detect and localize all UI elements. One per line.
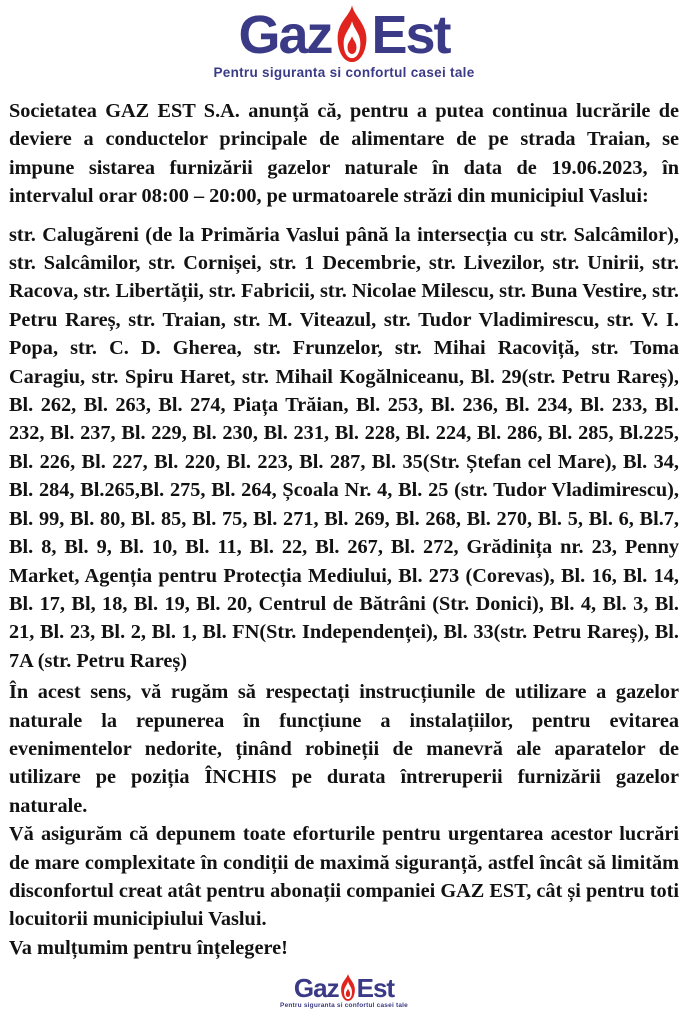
paragraph-intro: Societatea GAZ EST S.A. anunță că, pentru a putea continua lucrările de deviere a conductelor principale de alimentare de pe strada Traian, se impune sistarea furnizării gazelor naturale în data de 19.06.2023, în intervalul orar 08:00 – 20:00, pe urmatoarele străzi din municipiul Vaslui:	[9, 100, 679, 208]
logo-wordmark	[238, 4, 450, 65]
logo-text-gaz: Gaz	[293, 973, 339, 1004]
logo-wordmark	[293, 973, 395, 1004]
logo-text-est: Est	[356, 973, 395, 1004]
flame-icon	[329, 4, 375, 64]
paragraph-street-list: str. Calugăreni (de la Primăria Vaslui până la intersecția cu str. Salcâmilor), str. Salcâmilor, str. Cornișei, str. 1 Decembrie, str. Livezilor, str. Unirii, str. Racova, str. Libertății, str. Fabricii, str. Nicolae Milescu, str. Buna Vestire, str. Petru Rareș, str. Traian, str. M. Viteazul, str. Tudor Vladimirescu, str. V. I. Popa, str. C. D. Gherea, str. Frunzelor, str. Mihai Racoviță, str. Toma Caragiu, str. Spiru Haret, str. Mihail Kogălniceanu, Bl. 29(str. Petru Rareș), Bl. 262, Bl. 263, Bl. 274, Piața Trăian, Bl. 253, Bl. 236, Bl. 234, Bl. 233, Bl. 232, Bl. 237, Bl. 229, Bl. 230, Bl. 231, Bl. 228, Bl. 224, Bl. 286, Bl. 285, Bl.225, Bl. 226, Bl. 227, Bl. 220, Bl. 223, Bl. 287, Bl. 35(Str. Ștefan cel Mare), Bl. 34, Bl. 284, Bl.265,Bl. 275, Bl. 264, Școala Nr. 4, Bl. 25 (str. Tudor Vladimirescu), Bl. 99, Bl. 80, Bl. 85, Bl. 75, Bl. 271, Bl. 269, Bl. 268, Bl. 270, Bl. 5, Bl. 6, Bl.7, Bl. 8, Bl. 9, Bl. 10, Bl. 11, Bl. 22, Bl. 267, Bl. 272, Grădinița nr. 23, Penny Market, Agenția pentru Protecția Mediului, Bl. 273 (Corevas), Bl. 16, Bl. 14, Bl. 17, Bl, 18, Bl. 19, Bl. 20, Centrul de Bătrâni (Str. Donici), Bl. 4, Bl. 3, Bl. 21, Bl. 23, Bl. 2, Bl. 1, Bl. FN(Str. Independenței), Bl. 33(str. Petru Rareș), Bl. 7A (str. Petru Rareș)	[9, 223, 679, 672]
paragraph-instructions: În acest sens, vă rugăm să respectați instrucțiunile de utilizare a gazelor naturale la repunerea în funcțiune a instalațiilor, pentru evitarea evenimentelor nedorite, ținând robineții de manevră ale aparatelor de utilizare pe poziția ÎNCHIS pe durata întreruperii furnizării gazelor naturale.	[9, 681, 679, 817]
logo-text-gaz: Gaz	[238, 5, 332, 65]
header-logo	[9, 4, 679, 80]
logo-text-est: Est	[371, 5, 450, 65]
closing-thanks: Va mulțumim pentru înțelegere!	[9, 936, 288, 959]
announcement-body	[9, 97, 679, 962]
footer-logo	[9, 973, 679, 1009]
logo-tagline: Pentru siguranta si confortul casei tale	[213, 65, 475, 80]
paragraph-assurance: Vă asigurăm că depunem toate eforturile pentru urgentarea acestor lucrări de mare complexitate în condiții de maximă siguranță, astfel încât să limităm disconfortul creat atât pentru abonații companiei GAZ EST, cât și pentru toti locuitorii municipiului Vaslui.	[9, 823, 679, 931]
logo-tagline: Pentru siguranta si confortul casei tale	[280, 1002, 408, 1010]
flame-icon	[337, 973, 359, 1002]
